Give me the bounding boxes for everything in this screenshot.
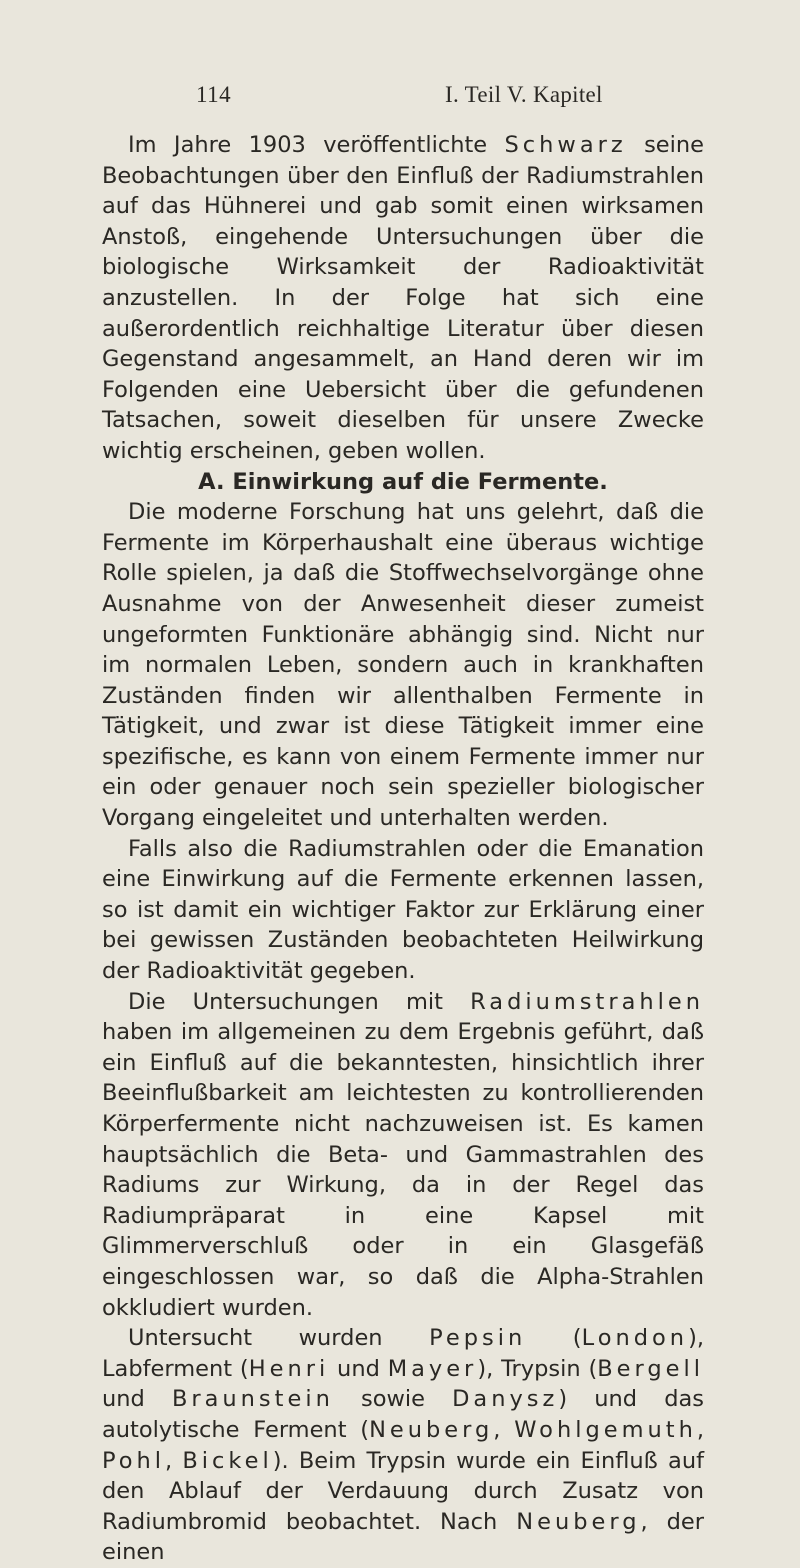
paragraph-intro [102, 130, 704, 467]
running-head [102, 0, 704, 130]
author-name: Bergell [597, 1355, 704, 1382]
text-run: ) und das autolytische Ferment ( [102, 1386, 704, 1443]
text-run: , der einen [102, 1508, 704, 1566]
paragraph-untersuchungen [102, 987, 704, 1324]
paragraph-untersucht [102, 1323, 704, 1568]
author-name: Henri [248, 1355, 330, 1382]
author-name: Danysz [452, 1386, 559, 1413]
section-heading: A. Einwirkung auf die Fermente. [198, 468, 608, 495]
author-name: Mayer [387, 1355, 478, 1382]
paragraph-radium-effect: Falls also die Radiumstrahlen oder die Emanation eine Einwirkung auf die Fermente erkennen lassen, so ist damit ein wichtiger Faktor zur Erklärung einer bei gewissen Zuständen beobachteten Heilwirkung der Radioaktivität gegeben. [102, 835, 704, 985]
author-name: Neuberg [516, 1508, 641, 1535]
author-name: Wohlgemuth [514, 1416, 697, 1443]
paragraph-fermente: Die moderne Forschung hat uns gelehrt, daß die Fermente im Körperhaushalt eine überaus wichtige Rolle spielen, ja daß die Stoffwechselvorgänge ohne Ausnahme von der Anwesenheit dieser zumeist ungeformten Funktionäre abhängig sind. Nicht nur im normalen Leben, sondern auch in krankhaften Zuständen finden wir allenthalben Fermente in Tätigkeit, und zwar ist diese Tätigkeit immer eine spezifische, es kann von einem Fermente immer nur ein oder genauer noch sein spezieller biologischer Vorgang eingeleitet und unterhalten werden. [102, 499, 704, 832]
text-run: , [493, 1416, 515, 1443]
author-name: London [581, 1325, 689, 1352]
page-number: 114 [196, 82, 232, 107]
emphasized-term: Radiumstrahlen [470, 988, 704, 1015]
text-run: ( [526, 1325, 582, 1352]
text-run: Die Untersuchungen mit [128, 988, 471, 1015]
author-name: Bickel [182, 1447, 273, 1474]
author-name: Braunstein [171, 1386, 334, 1413]
author-name: Neuberg [369, 1416, 494, 1443]
text-run: , [165, 1447, 183, 1474]
body-text [102, 130, 704, 1568]
text-run: seine Beobachtungen über den Einfluß der Radiumstrahlen auf das Hühnerei und gab somit einen wirksamen Anstoß, eingehende Untersuchungen über die biologische Wirksamkeit der Radioaktivität anzustellen. In der Folge hat sich eine außerordentlich reichhaltige Literatur über diesen Gegenstand angesammelt, an Hand deren wir im Folgenden eine Uebersicht über die gefundenen Tatsachen, soweit dieselben für unsere Zwecke wichtig erscheinen, geben wollen. [102, 132, 704, 464]
text-run: ). Beim Trypsin wurde ein Einfluß auf den Ablauf der Verdauung durch Zusatz von Radiumbromid beobachtet. Nach [102, 1447, 704, 1535]
text-run: ), Trypsin ( [477, 1355, 598, 1382]
author-name: Schwarz [504, 132, 627, 158]
text-run: ), Labferment ( [102, 1325, 704, 1382]
text-run: und [329, 1355, 388, 1382]
text-run: Im Jahre 1903 veröffentlichte [128, 132, 505, 158]
text-run: sowie [333, 1386, 453, 1413]
author-name: Pohl [102, 1447, 166, 1474]
text-run: , [696, 1416, 704, 1443]
text-run: haben im allgemeinen zu dem Ergebnis geführt, daß ein Einfluß auf die bekanntesten, hinsichtlich ihrer Beeinflußbarkeit am leichtesten zu kontrollierenden Körperfermente nicht nachzuweisen ist. Es kamen hauptsächlich die Beta- und Gammastrahlen des Radiums zur Wirkung, da in der Regel das Radiumpräparat in eine Kapsel mit Glimmerverschluß oder in ein Glasgefäß eingeschlossen war, so daß die Alpha-Strahlen okkludiert wurden. [102, 1019, 704, 1321]
text-run: und [102, 1386, 172, 1413]
ferment-name: Pepsin [429, 1325, 527, 1352]
text-run: Untersucht wurden [128, 1325, 430, 1352]
running-title: I. Teil V. Kapitel [445, 82, 603, 107]
